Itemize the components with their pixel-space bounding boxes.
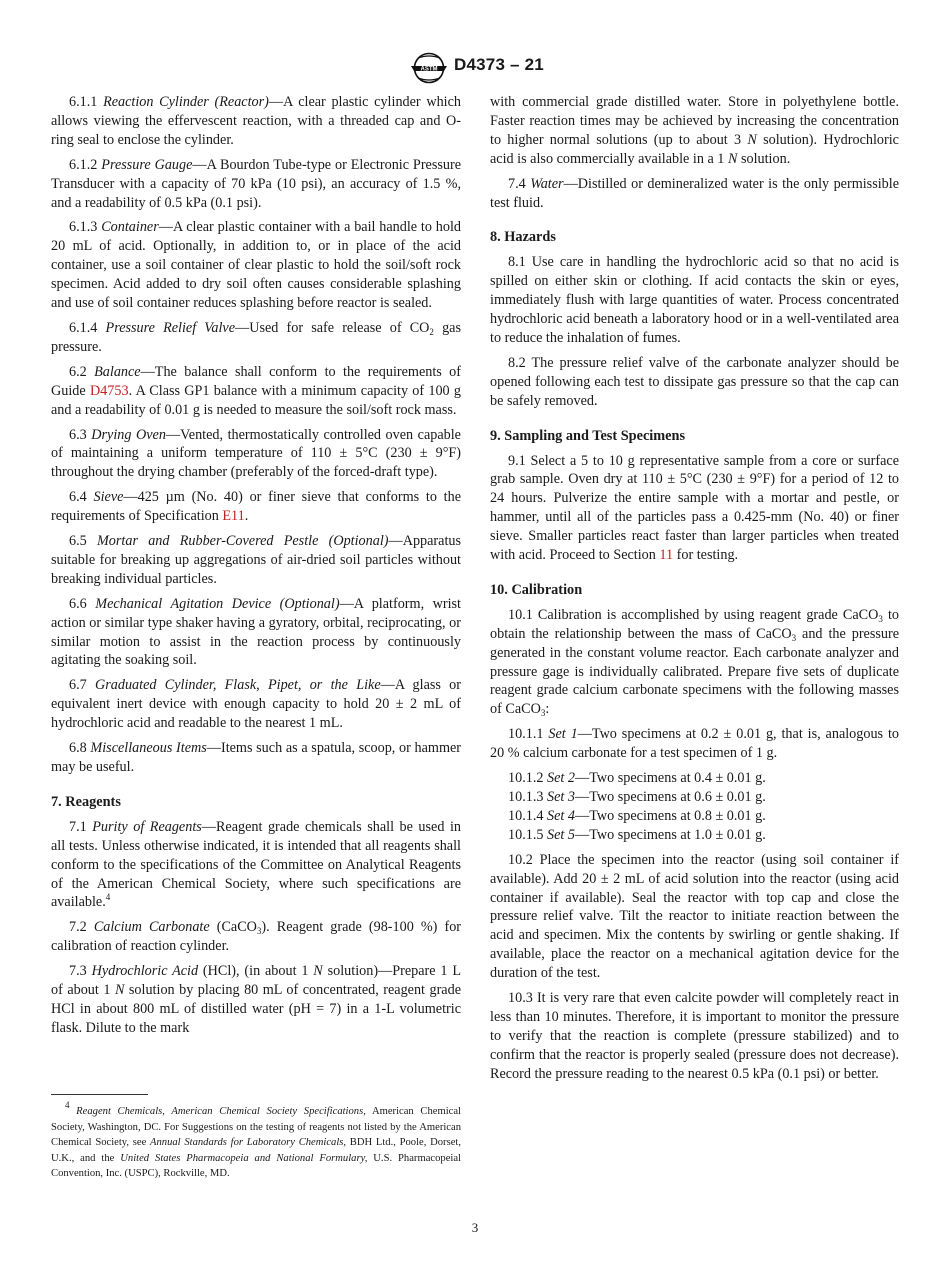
section-10-1-5: 10.1.5 Set 5—Two specimens at 1.0 ± 0.01 g.: [508, 826, 766, 843]
section-10-2: 10.2 Place the specimen into the reactor (using soil container if available). Add 20 ± 2 mL of acid solution into the reactor (using acid container if available). Seal the reactor with top cap and close the pressure relief valve. Tilt the reactor to initiate reaction between the acid and specimen. Mix the contents by swirling or gentle shaking. If available, place the reactor on a mechanical agitation device for the duration of the test.: [490, 851, 899, 982]
document-number: D4373 – 21: [454, 55, 544, 74]
footnote-4: $^4$ Reagent Chemicals, American Chemical Society Specifications, American Chemical Society, Washington, DC. For Suggestions on the testing of reagents not listed by the American Chemical Society, see Annual Standards for Laboratory Chemicals, BDH Ltd., Poole, Dorset, U.K., and the United States Pharmacopeia and National Formulary, U.S. Pharmacopeial Convention, Inc. (USPC), Rockville, MD.: [51, 1100, 461, 1180]
section-8-1: 8.1 Use care in handling the hydrochloric acid so that no acid is spilled on either skin or clothing. If acid contacts the skin or eyes, immediately flush with large quantities of water. Process concentrated hydrochloric acid beneath a laboratory hood or in a well-ventilated area to reduce the inhalation of fumes.: [490, 254, 899, 346]
section-6-1-3: 6.1.3 Container—A clear plastic container with a bail handle to hold 20 mL of acid. Optionally, in addition to, or in place of the acid container, use a soil container of clear plastic to hold the soil/soft rock specimen. Acid added to dry soil often causes considerable splashing and use of soil container reduces splashing before reactor is sealed.: [51, 219, 461, 312]
section-7-1: 7.1 Purity of Reagents—Reagent grade chemicals shall be used in all tests. Unless otherwise indicated, it is intended that all reagents shall conform to the specifications of the Committee on Analytical Reagents of the American Chemical Society, where such specifications are available.$^4$: [51, 818, 461, 911]
section-6-8: 6.8 Miscellaneous Items—Items such as a spatula, scoop, or hammer may be useful.: [51, 740, 462, 775]
reference-link-section-11[interactable]: 11: [659, 547, 674, 564]
page-number: 3: [471, 1220, 479, 1235]
reference-link-d4753[interactable]: D4753: [89, 382, 129, 399]
astm-logo-icon: [408, 52, 450, 84]
footnote-marker[interactable]: 4: [105, 892, 111, 903]
svg-text:ASTM: ASTM: [420, 66, 438, 73]
page-header: [0, 52, 950, 86]
section-6-7: 6.7 Graduated Cylinder, Flask, Pipet, or the Like—A glass or equivalent inert device with enough capacity to hold 20 ± 2 mL of hydrochloric acid and readable to the nearest 1 mL.: [51, 677, 461, 732]
section-7-4: 7.4 Water—Distilled or demineralized water is the only permissible test fluid.: [490, 175, 899, 211]
section-10-1: 10.1 Calibration is accomplished by using reagent grade CaCO$_3$ to obtain the relationship between the mass of CaCO$_3$ and the pressure generated in the constant volume reactor. Each carbonate analyzer and pressure gage is individually calibrated. Prepare five sets of duplicate reagent grade calcium carbonate specimens with the following masses of CaCO$_3$:: [490, 606, 899, 719]
section-9-1: 9.1 Select a 5 to 10 g representative sample from a core or surface grab sample. Oven dry at 110 ± 5°C (230 ± 9°F) for a period of 12 to 24 hours. Pulverize the entire sample with a mortar and pestle, or hammer, until all of the particles pass a 0.425-mm (No. 40) or finer sieve. Smaller particles react faster than larger particles when treated with acid. Proceed to Section 11 for testing.: [490, 452, 899, 564]
section-7-3: 7.3 Hydrochloric Acid (HCl), (in about 1 N solution)—Prepare 1 L of about 1 N solution by placing 80 mL of concentrated, reagent grade HCl in about 800 mL of distilled water (pH = 7) in a 1-L volumetric flask. Dilute to the mark: [51, 963, 462, 1036]
section-8-2: 8.2 The pressure relief valve of the carbonate analyzer should be opened following each test to dissipate gas pressure so that the cap can be safely removed.: [490, 354, 899, 409]
left-column: [51, 93, 461, 1044]
section-10-1-1: 10.1.1 Set 1—Two specimens at 0.2 ± 0.01 g, that is, analogous to 20 % calcium carbonate for a test specimen of 1 g.: [490, 726, 900, 762]
reference-link-e11[interactable]: E11: [222, 508, 245, 525]
section-10-1-4: 10.1.4 Set 4—Two specimens at 0.8 ± 0.01 g.: [508, 807, 766, 824]
right-column: [490, 93, 899, 1090]
section-10-1-2: 10.1.2 Set 2—Two specimens at 0.4 ± 0.01 g.: [508, 770, 766, 787]
section-6-5: 6.5 Mortar and Rubber-Covered Pestle (Optional)—Apparatus suitable for breaking up aggregations of air-dried soil particles without breaking individual particles.: [51, 533, 462, 587]
section-6-1-2: 6.1.2 Pressure Gauge—A Bourdon Tube-type or Electronic Pressure Transducer with a capacity of 70 kPa (10 psi), an accuracy of 1.5 %, and a readability of 0.5 kPa (0.1 psi).: [51, 156, 461, 211]
section-6-3: 6.3 Drying Oven—Vented, thermostatically controlled oven capable of maintaining a uniform temperature of 110 ± 5°C (230 ± 9°F) throughout the drying chamber (preferably of the forced-draft type).: [51, 426, 461, 481]
section-10-3: 10.3 It is very rare that even calcite powder will completely react in less than 10 minutes. Therefore, it is important to monitor the pressure to verify that the reaction is complete (pressure stabilized) and to confirm that the reactor is properly sealed (pressure does not decrease). Record the pressure reading to the nearest 0.5 kPa (0.1 psi) or better.: [490, 990, 899, 1082]
heading-reagents: 7. Reagents: [51, 793, 121, 810]
section-6-6: 6.6 Mechanical Agitation Device (Optional)—A platform, wrist action or similar type shaker having a gyratory, orbital, reciprocating, or similar motion to assist in the reaction process by continuously agitating the soaking soil.: [51, 595, 461, 669]
heading-sampling: 9. Sampling and Test Specimens: [490, 427, 686, 444]
section-6-2: 6.2 Balance—The balance shall conform to the requirements of Guide D4753. A Class GP1 balance with a minimum capacity of 100 g and a readability of 0.01 g is needed to measure the soil/soft rock mass.: [51, 363, 461, 418]
section-10-1-3: 10.1.3 Set 3—Two specimens at 0.6 ± 0.01 g.: [508, 789, 766, 805]
section-6-1-4: 6.1.4 Pressure Relief Valve—Used for safe release of $CO_2$ gas pressure.: [51, 319, 461, 355]
heading-hazards: 8. Hazards: [490, 229, 556, 246]
section-7-2: 7.2 Calcium Carbonate (CaCO$_3$). Reagent grade (98-100 %) for calibration of reaction cylinder.: [51, 919, 462, 955]
section-6-4: 6.4 Sieve—425 µm (No. 40) or finer sieve that conforms to the requirements of Specification E11.: [51, 489, 462, 525]
heading-calibration: 10. Calibration: [490, 581, 583, 598]
section-7-3-continued: with commercial grade distilled water. Store in polyethylene bottle. Faster reaction times may be achieved by increasing the concentration to higher normal solutions (up to about 3 N solution). Hydrochloric acid is also commercially available in a 1 N solution.: [490, 94, 899, 167]
footnote-divider: [51, 1094, 148, 1095]
section-6-1-1: 6.1.1 Reaction Cylinder (Reactor)—A clear plastic cylinder which allows viewing the effervescent reaction, with a threaded cap and O-ring seal to enclose the cylinder.: [51, 94, 462, 148]
